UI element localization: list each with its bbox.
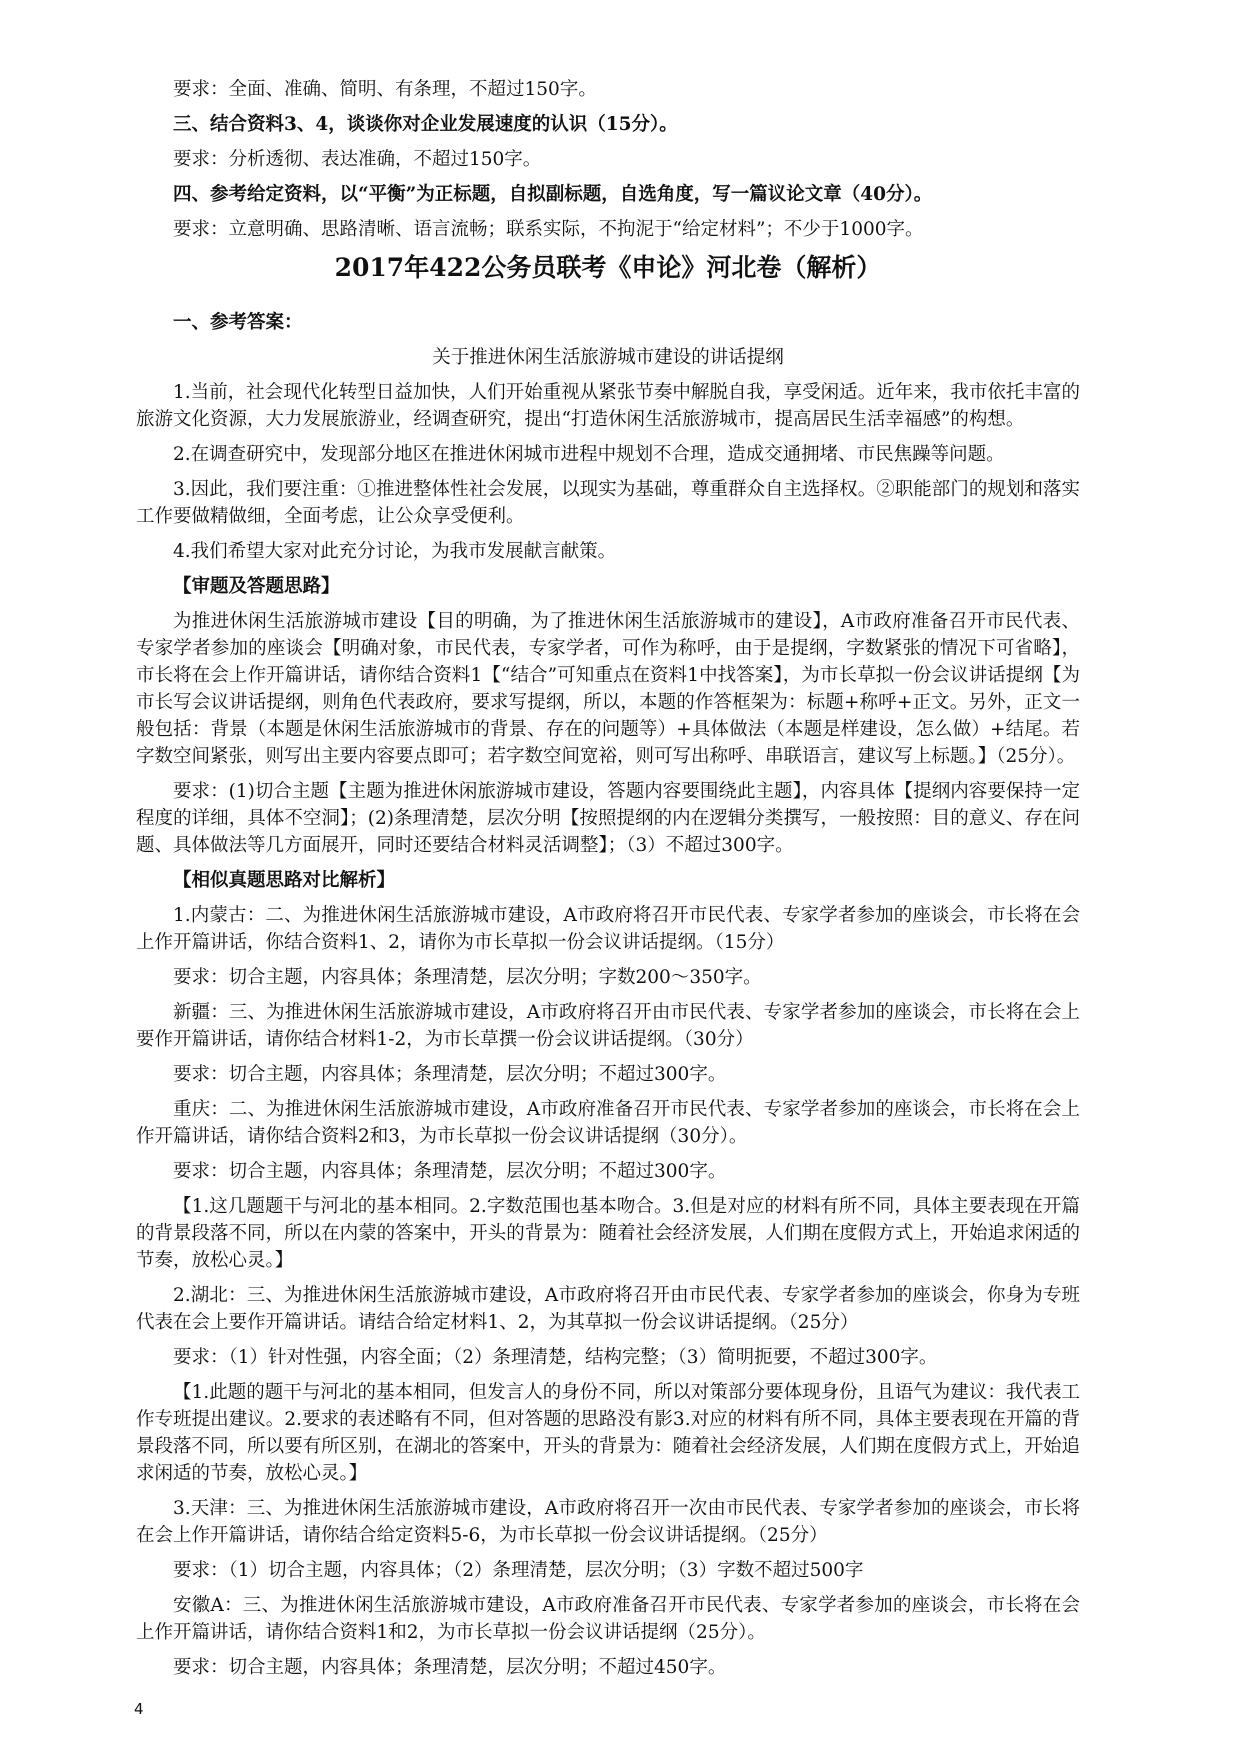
similar-paragraph: 3.天津：三、为推进休闲生活旅游城市建设，A市政府将召开一次由市民代表、专家学者参加的座谈会，市长将在会上作开篇讲话，请你结合给定资料5-6，为市长草拟一份会议讲话提纲。（25分） bbox=[136, 1498, 1080, 1546]
requirement-q4: 要求：立意明确、思路清晰、语言流畅；联系实际，不拘泥于“给定材料”；不少于1000字。 bbox=[173, 219, 924, 240]
analysis-paragraph-1: 为推进休闲生活旅游城市建设【目的明确，为了推进休闲生活旅游城市的建设】，A市政府准备召开市民代表、专家学者参加的座谈会【明确对象，市民代表，专家学者，可作为称呼，由于是提纲，字数紧张的情况下可省略】，市长将在会上作开篇讲话，请你结合资料1【“结合”可知重点在资料1中找答案】，为市长草拟一份会议讲话提纲【为市长写会议讲话提纲，则角色代表政府，要求写提纲，所以，本题的作答框架为：标题+称呼+正文。另外，正文一般包括：背景（本题是休闲生活旅游城市的背景、存在的问题等）+具体做法（本题是样建设，怎么做）+结尾。若字数空间紧张，则写出主要内容要点即可；若字数空间宽裕，则可写出称呼、串联语言，建议写上标题。】（25分）。 bbox=[136, 611, 1080, 767]
answer-point-3: 3.因此，我们要注重：①推进整体性社会发展，以现实为基础，尊重群众自主选择权。②职能部门的规划和落实工作要做精做细，全面考虑，让公众享受便利。 bbox=[136, 479, 1080, 527]
page-number: 4 bbox=[134, 1700, 144, 1718]
analysis-paragraph-2: 要求：(1)切合主题【主题为推进休闲旅游城市建设，答题内容要围绕此主题】，内容具体【提纲内容要保持一定程度的详细，具体不空洞】；(2)条理清楚，层次分明【按照提纲的内在逻辑分类撰写，一般按照：目的意义、存在问题、具体做法等几方面展开，同时还要结合材料灵活调整】；（3）不超过300字。 bbox=[136, 781, 1080, 856]
page-title: 2017年422公务员联考《申论》河北卷（解析） bbox=[334, 253, 882, 282]
similar-paragraph: 要求：（1）针对性强，内容全面；（2）条理清楚，结构完整；（3）简明扼要，不超过300字。 bbox=[173, 1347, 938, 1368]
similar-paragraph: 2.湖北：三、为推进休闲生活旅游城市建设，A市政府将召开由市民代表、专家学者参加的座谈会，你身为专班代表在会上要作开篇讲话。请结合给定材料1、2，为其草拟一份会议讲话提纲。（25分） bbox=[136, 1285, 1080, 1333]
similar-paragraph: 安徽A：三、为推进休闲生活旅游城市建设，A市政府准备召开市民代表、专家学者参加的座谈会，市长将在会上作开篇讲话，请你结合资料1和2，为市长草拟一份会议讲话提纲（25分）。 bbox=[136, 1595, 1080, 1643]
similar-paragraph: 1.内蒙古：二、为推进休闲生活旅游城市建设，A市政府将召开市民代表、专家学者参加的座谈会，市长将在会上作开篇讲话，你结合资料1、2，请你为市长草拟一份会议讲话提纲。（15分） bbox=[136, 905, 1080, 953]
question-4: 四、参考给定资料，以“平衡”为正标题，自拟副标题，自选角度，写一篇议论文章（40分）。 bbox=[173, 184, 933, 205]
similar-paragraph: 重庆：二、为推进休闲生活旅游城市建设，A市政府准备召开市民代表、专家学者参加的座谈会，市长将在会上作开篇讲话，请你结合资料2和3，为市长草拟一份会议讲话提纲（30分）。 bbox=[136, 1099, 1080, 1147]
requirement-q3: 要求：分析透彻、表达准确，不超过150字。 bbox=[173, 149, 542, 170]
similar-paragraph: 要求：切合主题，内容具体；条理清楚，层次分明；不超过300字。 bbox=[173, 1161, 727, 1182]
answer-point-1: 1.当前，社会现代化转型日益加快，人们开始重视从紧张节奏中解脱自我，享受闲适。近年来，我市依托丰富的旅游文化资源，大力发展旅游业，经调查研究，提出“打造休闲生活旅游城市，提高居民生活幸福感”的构想。 bbox=[136, 382, 1080, 430]
requirement-q2: 要求：全面、准确、简明、有条理，不超过150字。 bbox=[173, 79, 597, 100]
similar-paragraph: 要求：切合主题，内容具体；条理清楚，层次分明；不超过300字。 bbox=[173, 1064, 727, 1085]
page-content bbox=[136, 76, 1080, 1689]
similar-paragraph: 新疆：三、为推进休闲生活旅游城市建设，A市政府将召开由市民代表、专家学者参加的座谈会，市长将在会上要作开篇讲话，请你结合材料1-2，为市长草撰一份会议讲话提纲。（30分） bbox=[136, 1002, 1080, 1050]
answer-point-2: 2.在调查研究中，发现部分地区在推进休闲城市进程中规划不合理，造成交通拥堵、市民焦躁等问题。 bbox=[173, 444, 1005, 465]
answer-point-4: 4.我们希望大家对此充分讨论，为我市发展献言献策。 bbox=[173, 541, 617, 562]
answer-subtitle: 关于推进休闲生活旅游城市建设的讲话提纲 bbox=[432, 347, 784, 368]
analysis-heading: 【审题及答题思路】 bbox=[173, 576, 340, 597]
similar-paragraph: 要求：切合主题，内容具体；条理清楚，层次分明；不超过450字。 bbox=[173, 1657, 727, 1678]
similar-heading: 【相似真题思路对比解析】 bbox=[173, 870, 396, 891]
answer-heading: 一、参考答案： bbox=[173, 312, 303, 333]
similar-paragraph: 要求：（1）切合主题，内容具体；（2）条理清楚，层次分明；（3）字数不超过500字 bbox=[173, 1560, 864, 1581]
similar-paragraph: 【1.此题的题干与河北的基本相同，但发言人的身份不同，所以对策部分要体现身份，且语气为建议：我代表工作专班提出建议。2.要求的表述略有不同，但对答题的思路没有影3.对应的材料有所不同，具体主要表现在开篇的背景段落不同，所以要有所区别，在湖北的答案中，开头的背景为：随着社会经济发展，人们期在度假方式上，开始追求闲适的节奏，放松心灵。】 bbox=[136, 1382, 1080, 1484]
similar-paragraph: 要求：切合主题，内容具体；条理清楚，层次分明；字数200～350字。 bbox=[173, 967, 762, 988]
question-3: 三、结合资料3、4，谈谈你对企业发展速度的认识（15分）。 bbox=[173, 114, 678, 135]
similar-paragraph: 【1.这几题题干与河北的基本相同。2.字数范围也基本吻合。3.但是对应的材料有所不同，具体主要表现在开篇的背景段落不同，所以在内蒙的答案中，开头的背景为：随着社会经济发展，人们期在度假方式上，开始追求闲适的节奏，放松心灵。】 bbox=[136, 1196, 1080, 1271]
